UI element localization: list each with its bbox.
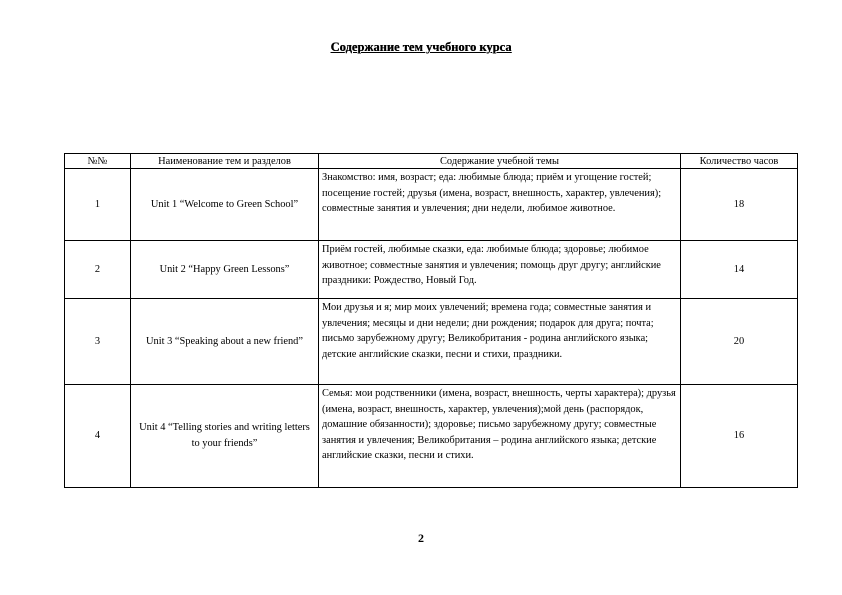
- row-hours: 18: [681, 169, 798, 241]
- page-number: 2: [418, 531, 424, 545]
- row-topic-content: Семья: мои родственники (имена, возраст, внешность, черты характера); друзья (имена, возраст, внешность, характер, увлечения);мой день (распорядок, домашние обязанности); здоровье; письмо зарубежному другу; совместные занятия и увлечения; Великобритания – родина английского языка; детские английские сказки, песни и стихи.: [319, 385, 681, 488]
- header-number: №№: [65, 154, 131, 169]
- header-topic-content: Содержание учебной темы: [319, 154, 681, 169]
- row-topic-name: Unit 2 “Happy Green Lessons”: [131, 241, 319, 299]
- row-topic-content: Приём гостей, любимые сказки, еда: любимые блюда; здоровье; любимое животное; совместные занятия и увлечения; помощь друг другу; английские праздники: Рождество, Новый Год.: [319, 241, 681, 299]
- row-topic-name: Unit 1 “Welcome to Green School”: [131, 169, 319, 241]
- topics-table: [64, 153, 798, 488]
- row-hours: 16: [681, 385, 798, 488]
- header-hours: Количество часов: [681, 154, 798, 169]
- row-topic-content: Мои друзья и я; мир моих увлечений; времена года; совместные занятия и увлечения; месяцы и дни недели; дни рождения; подарок для друга; почта; письмо зарубежному другу; Великобритания - родина английского языка; детские английские сказки, песни и стихи, праздники.: [319, 299, 681, 385]
- page-title: Содержание тем учебного курса: [330, 40, 512, 54]
- row-hours: 20: [681, 299, 798, 385]
- table-row: [65, 385, 798, 488]
- table-row: [65, 169, 798, 241]
- row-topic-name: Unit 3 “Speaking about a new friend”: [131, 299, 319, 385]
- row-number: 1: [65, 169, 131, 241]
- row-number: 4: [65, 385, 131, 488]
- row-topic-content: Знакомство: имя, возраст; еда: любимые блюда; приём и угощение гостей; посещение гостей; друзья (имена, возраст, внешность, характер, увлечения); совместные занятия и увлечения; дни недели, любимое животное.: [319, 169, 681, 241]
- row-hours: 14: [681, 241, 798, 299]
- row-number: 2: [65, 241, 131, 299]
- table-header-row: [65, 154, 798, 169]
- table-row: [65, 241, 798, 299]
- row-topic-name: Unit 4 “Telling stories and writing letters to your friends”: [131, 385, 319, 488]
- row-number: 3: [65, 299, 131, 385]
- table-row: [65, 299, 798, 385]
- header-topic-name: Наименование тем и разделов: [131, 154, 319, 169]
